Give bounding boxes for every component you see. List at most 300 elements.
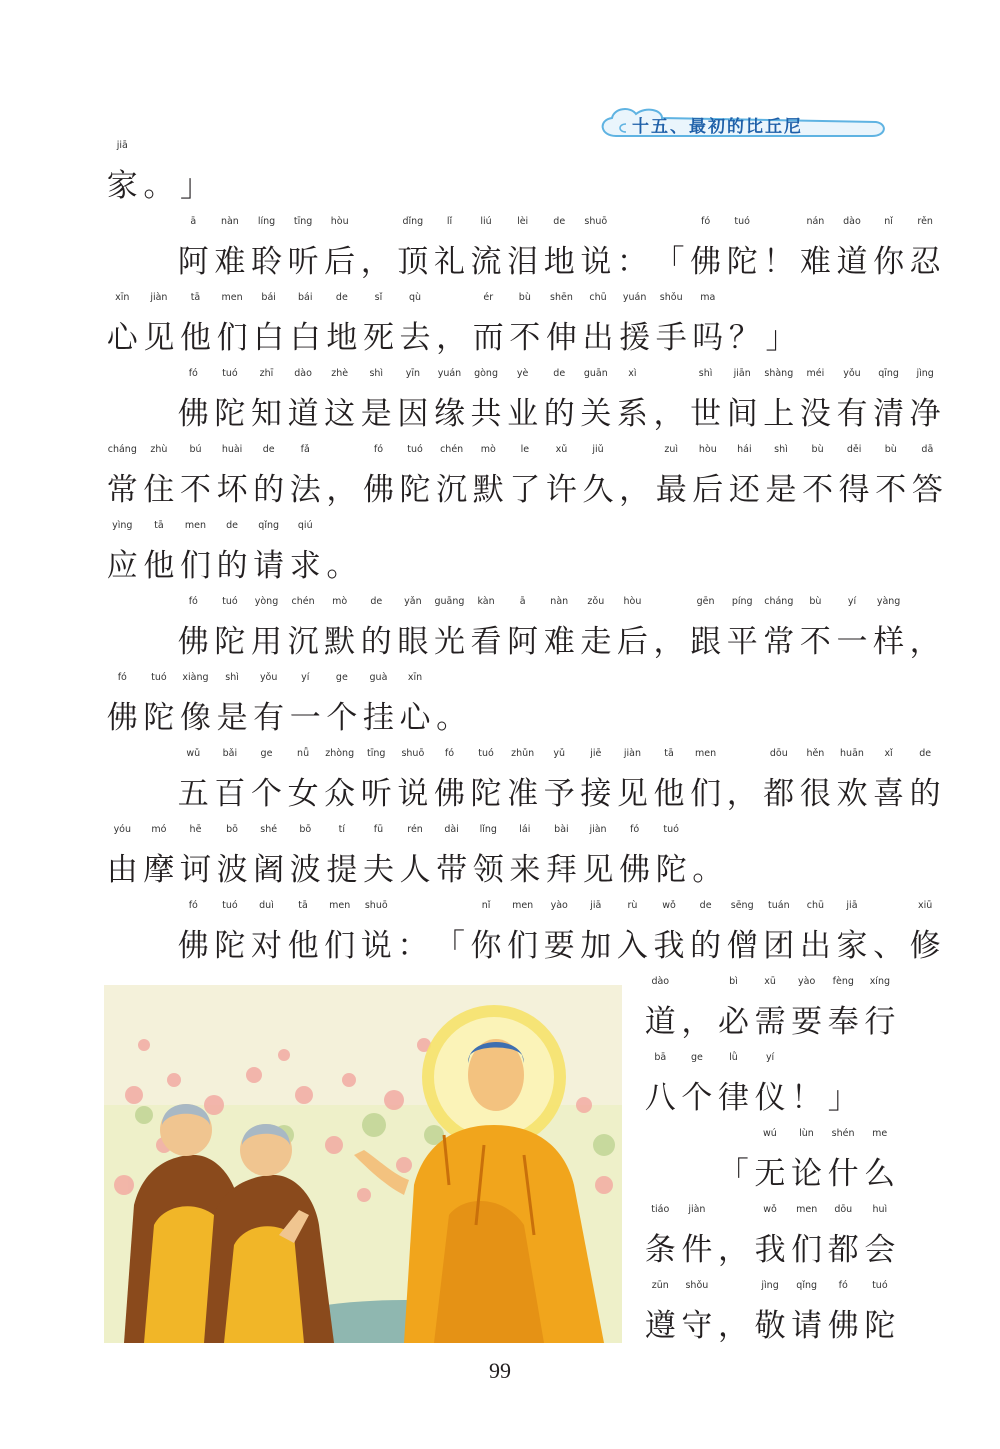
hanzi-character: 法 [289, 472, 321, 508]
ruby-character [687, 368, 724, 434]
pinyin-annotation: líng [257, 216, 276, 227]
hanzi-character: ！ [791, 1080, 823, 1116]
ruby-character [578, 900, 615, 966]
pinyin-annotation: fó [630, 824, 640, 835]
ruby-character [651, 900, 688, 966]
ruby-character [395, 926, 432, 966]
text-line [642, 1052, 862, 1118]
ruby-character [470, 292, 507, 358]
ruby-character [687, 748, 724, 814]
hanzi-character: 见 [143, 320, 175, 356]
ruby-character [504, 216, 541, 282]
pinyin-annotation: wǒ [763, 1204, 777, 1215]
ruby-character [285, 748, 322, 814]
text-line [175, 368, 943, 434]
hanzi-character: 波 [289, 852, 321, 888]
hanzi-character: 求 [289, 548, 321, 584]
hanzi-character: 都 [763, 776, 795, 812]
ruby-character [761, 368, 798, 434]
ruby-character [788, 1204, 825, 1270]
ruby-character [431, 216, 468, 282]
pinyin-annotation: ér [483, 292, 494, 303]
hanzi-character: 去 [399, 320, 431, 356]
ruby-character [834, 900, 871, 966]
hanzi-character: 间 [726, 396, 758, 432]
ruby-character [431, 368, 468, 434]
pinyin-annotation: rěn [917, 216, 933, 227]
ruby-character [870, 748, 907, 814]
ruby-character [433, 824, 470, 890]
hanzi-character: 的 [253, 472, 285, 508]
pinyin-annotation: de [699, 900, 712, 911]
hanzi-character: 地 [543, 244, 575, 280]
hanzi-character: 诃 [179, 852, 211, 888]
hanzi-character: 「 [717, 1156, 749, 1192]
ruby-character [358, 368, 395, 434]
ruby-character [653, 824, 690, 890]
ruby-character [543, 444, 580, 510]
hanzi-character: 顶 [397, 244, 429, 280]
text-line [175, 748, 943, 814]
ruby-character [175, 596, 212, 662]
page-number: 99 [489, 1358, 511, 1383]
text-line [642, 976, 898, 1042]
hanzi-character: 出 [582, 320, 614, 356]
chapter-title: 十五、最初的比丘尼 [632, 117, 803, 137]
ruby-character [177, 824, 214, 890]
ruby-character [679, 1280, 716, 1346]
hanzi-character: 八 [644, 1080, 676, 1116]
ruby-character [358, 596, 395, 662]
ruby-character [578, 748, 615, 814]
hanzi-character: 僧 [726, 928, 758, 964]
hanzi-character: 系 [616, 396, 648, 432]
pinyin-annotation: qiú [297, 520, 313, 531]
ruby-character [870, 368, 907, 434]
ruby-character [433, 318, 470, 358]
ruby-character [616, 824, 653, 890]
ruby-character [104, 292, 141, 358]
ruby-character [834, 596, 871, 662]
hanzi-character: 修 [909, 928, 941, 964]
hanzi-character: ： [397, 928, 429, 964]
pinyin-annotation: wǒ [662, 900, 676, 911]
ruby-character [752, 976, 789, 1042]
ruby-character [360, 444, 397, 510]
pinyin-annotation: men [184, 520, 207, 531]
ruby-character [324, 824, 361, 890]
ruby-character [212, 368, 249, 434]
hanzi-character: 们 [507, 928, 539, 964]
hanzi-character: ， [436, 320, 468, 356]
hanzi-character: 见 [582, 852, 614, 888]
pinyin-annotation: jiàn [623, 748, 641, 759]
hanzi-character: 心 [106, 320, 138, 356]
ruby-character [504, 900, 541, 966]
text-line [104, 140, 214, 206]
ruby-character [642, 1204, 679, 1270]
pinyin-annotation: rù [627, 900, 638, 911]
pinyin-annotation: bō [299, 824, 312, 835]
ruby-character [214, 672, 251, 738]
hanzi-character: 默 [472, 472, 504, 508]
hanzi-character: ， [360, 244, 392, 280]
pinyin-annotation: ā [190, 216, 197, 227]
ruby-character [679, 1002, 716, 1042]
ruby-character [907, 748, 944, 814]
ruby-character [651, 242, 688, 282]
hanzi-character: 眼 [397, 624, 429, 660]
text-line [104, 292, 799, 358]
hanzi-character: 。 [436, 700, 468, 736]
ruby-character [862, 1280, 899, 1346]
ruby-character [541, 596, 578, 662]
ruby-character [799, 444, 836, 510]
hanzi-character: 光 [433, 624, 465, 660]
pinyin-annotation: de [553, 216, 566, 227]
hanzi-character: 得 [838, 472, 870, 508]
pinyin-annotation: dōu [834, 1204, 853, 1215]
hanzi-character: 出 [799, 928, 831, 964]
pinyin-annotation: ge [260, 748, 273, 759]
pinyin-annotation: yuán [437, 368, 462, 379]
ruby-character [679, 1052, 716, 1118]
hanzi-character: 佛 [827, 1308, 859, 1344]
ruby-character [788, 1280, 825, 1346]
hanzi-character: 个 [250, 776, 282, 812]
pinyin-annotation: ge [335, 672, 348, 683]
ruby-character [431, 596, 468, 662]
ruby-character [872, 444, 909, 510]
pinyin-annotation: tuó [478, 748, 494, 759]
pinyin-annotation: hē [189, 824, 202, 835]
hanzi-character: 佛 [433, 776, 465, 812]
hanzi-character: 难 [799, 244, 831, 280]
ruby-character [797, 748, 834, 814]
pinyin-annotation: chén [291, 596, 315, 607]
ruby-character [724, 596, 761, 662]
ruby-character [431, 748, 468, 814]
ruby-character [470, 444, 507, 510]
ruby-character [104, 140, 141, 206]
pinyin-annotation: shǒu [659, 292, 683, 303]
hanzi-character: ， [619, 472, 651, 508]
pinyin-annotation: bā [654, 1052, 667, 1063]
ruby-character [360, 824, 397, 890]
buddha-illustration [104, 985, 622, 1343]
pinyin-annotation: nàn [550, 596, 569, 607]
ruby-character [287, 824, 324, 890]
pinyin-annotation: hòu [698, 444, 717, 455]
pinyin-annotation: tā [664, 748, 674, 759]
pinyin-annotation: méi [806, 368, 825, 379]
pinyin-annotation: jiǔ [592, 444, 604, 455]
pinyin-annotation: bú [189, 444, 202, 455]
hanzi-character: 」 [765, 320, 797, 356]
hanzi-character: 佛 [619, 852, 651, 888]
hanzi-character: 白 [289, 320, 321, 356]
ruby-character [397, 824, 434, 890]
ruby-character [175, 900, 212, 966]
ruby-character [907, 900, 944, 966]
ruby-character [616, 292, 653, 358]
pinyin-annotation: yǎn [404, 596, 422, 607]
ruby-character [468, 596, 505, 662]
hanzi-character: 拜 [545, 852, 577, 888]
ruby-character [177, 444, 214, 510]
ruby-character [541, 216, 578, 282]
ruby-character [761, 900, 798, 966]
ruby-character [861, 1128, 898, 1194]
pinyin-annotation: fó [188, 900, 198, 911]
pinyin-annotation: ge [690, 1052, 703, 1063]
pinyin-annotation: sēng [730, 900, 754, 911]
ruby-character [642, 1052, 679, 1118]
pinyin-annotation: yào [798, 976, 816, 987]
pinyin-annotation: bù [809, 596, 822, 607]
hanzi-character: 这 [324, 396, 356, 432]
hanzi-character: ？ [728, 320, 760, 356]
pinyin-annotation: le [520, 444, 530, 455]
hanzi-character: 看 [470, 624, 502, 660]
pinyin-annotation: lǐng [479, 824, 497, 835]
hanzi-character: 要 [791, 1004, 823, 1040]
ruby-character [580, 824, 617, 890]
hanzi-character: 佛 [177, 928, 209, 964]
hanzi-character: 不 [799, 624, 831, 660]
hanzi-character: 什 [827, 1156, 859, 1192]
pinyin-annotation: shì [774, 444, 788, 455]
ruby-character [324, 470, 361, 510]
pinyin-annotation: lǐ [446, 216, 453, 227]
ruby-character [324, 672, 361, 738]
hanzi-character: 坏 [216, 472, 248, 508]
pinyin-annotation: tuó [734, 216, 750, 227]
ruby-character [433, 444, 470, 510]
hanzi-character: 阇 [253, 852, 285, 888]
ruby-character [141, 520, 178, 586]
hanzi-character: 因 [397, 396, 429, 432]
pinyin-annotation: dào [294, 368, 312, 379]
ruby-character [797, 368, 834, 434]
hanzi-character: 的 [909, 776, 941, 812]
ruby-character [504, 596, 541, 662]
ruby-character [177, 292, 214, 358]
ruby-character [321, 596, 358, 662]
ruby-character [468, 368, 505, 434]
hanzi-character: 么 [864, 1156, 896, 1192]
hanzi-character: ， [717, 1308, 749, 1344]
ruby-character [212, 900, 249, 966]
pinyin-annotation: xǐ [884, 748, 893, 759]
hanzi-character: 不 [179, 472, 211, 508]
hanzi-character: 听 [360, 776, 392, 812]
hanzi-character: 来 [509, 852, 541, 888]
ruby-character [321, 900, 358, 966]
ruby-character [141, 292, 178, 358]
pinyin-annotation: jìng [916, 368, 934, 379]
hanzi-character: 难 [214, 244, 246, 280]
hanzi-character: 要 [543, 928, 575, 964]
ruby-character [761, 748, 798, 814]
ruby-character [504, 748, 541, 814]
ruby-character [690, 850, 727, 890]
hanzi-character: 喜 [873, 776, 905, 812]
hanzi-character: 是 [360, 396, 392, 432]
ruby-character [726, 444, 763, 510]
hanzi-character: 缘 [433, 396, 465, 432]
hanzi-character: 仪 [754, 1080, 786, 1116]
hanzi-character: 没 [799, 396, 831, 432]
hanzi-character: 他 [287, 928, 319, 964]
pinyin-annotation: xì [628, 368, 637, 379]
pinyin-annotation: xū [764, 976, 776, 987]
ruby-character [177, 520, 214, 586]
pinyin-annotation: zhī [259, 368, 274, 379]
pinyin-annotation: de [553, 368, 566, 379]
hanzi-character: 陀 [214, 396, 246, 432]
pinyin-annotation: děi [846, 444, 862, 455]
ruby-character [715, 1154, 752, 1194]
ruby-character [870, 596, 907, 662]
pinyin-annotation: dā [921, 444, 934, 455]
ruby-character [250, 520, 287, 586]
pinyin-annotation: yǔ [553, 748, 566, 759]
pinyin-annotation: yìng [112, 520, 133, 531]
pinyin-annotation: yīn [405, 368, 420, 379]
ruby-character [653, 444, 690, 510]
hanzi-character: 的 [543, 396, 575, 432]
ruby-character [788, 1078, 825, 1118]
ruby-character [468, 748, 505, 814]
pinyin-annotation: shì [698, 368, 713, 379]
pinyin-annotation: bái [261, 292, 276, 303]
ruby-character [825, 1078, 862, 1118]
hanzi-character: 忍 [909, 244, 941, 280]
ruby-character [614, 368, 651, 434]
hanzi-character: 律 [717, 1080, 749, 1116]
pinyin-annotation: shì [369, 368, 384, 379]
text-line [175, 900, 943, 966]
ruby-character [285, 216, 322, 282]
hanzi-character: 佛 [177, 624, 209, 660]
hanzi-character: ， [326, 472, 358, 508]
pinyin-annotation: yǒu [843, 368, 861, 379]
ruby-character [214, 520, 251, 586]
pinyin-annotation: mó [151, 824, 167, 835]
pinyin-annotation: xíng [869, 976, 891, 987]
hanzi-character: 挂 [362, 700, 394, 736]
pinyin-annotation: sǐ [374, 292, 383, 303]
pinyin-annotation: xiàng [182, 672, 209, 683]
ruby-character [285, 596, 322, 662]
ruby-character [724, 368, 761, 434]
hanzi-character: 常 [763, 624, 795, 660]
pinyin-annotation: bù [811, 444, 824, 455]
ruby-character [797, 216, 834, 282]
hanzi-character: 你 [470, 928, 502, 964]
ruby-character [687, 596, 724, 662]
ruby-character [614, 242, 651, 282]
ruby-character [248, 368, 285, 434]
pinyin-annotation: cháng [107, 444, 137, 455]
hanzi-character: 最 [655, 472, 687, 508]
pinyin-annotation: dōu [769, 748, 788, 759]
hanzi-character: ， [681, 1004, 713, 1040]
ruby-character [214, 292, 251, 358]
text-line [175, 596, 943, 662]
text-line [104, 444, 946, 510]
hanzi-character: 带 [436, 852, 468, 888]
pinyin-annotation: qǐng [796, 1280, 818, 1291]
ruby-character [761, 242, 798, 282]
ruby-character [653, 292, 690, 358]
ruby-character [870, 216, 907, 282]
pinyin-annotation: dào [843, 216, 861, 227]
ruby-character [862, 976, 899, 1042]
ruby-character [541, 368, 578, 434]
pinyin-annotation: zhòng [325, 748, 355, 759]
hanzi-character: 奉 [827, 1004, 859, 1040]
pinyin-annotation: fó [117, 672, 127, 683]
pinyin-annotation: fó [373, 444, 384, 455]
pinyin-annotation: xǔ [555, 444, 568, 455]
hanzi-character: 应 [106, 548, 138, 584]
pinyin-annotation: bì [729, 976, 738, 987]
hanzi-character: 需 [754, 1004, 786, 1040]
pinyin-annotation: men [695, 748, 717, 759]
pinyin-annotation: guà [369, 672, 388, 683]
pinyin-annotation: nán [806, 216, 825, 227]
ruby-character [614, 748, 651, 814]
pinyin-annotation: tuó [222, 900, 238, 911]
pinyin-annotation: shuō [584, 216, 608, 227]
hanzi-character: 「 [653, 244, 685, 280]
pinyin-annotation: tā [298, 900, 308, 911]
chapter-header [596, 102, 886, 148]
pinyin-annotation: qīng [878, 368, 899, 379]
ruby-character [651, 394, 688, 434]
hanzi-character: 我 [653, 928, 685, 964]
hanzi-character: 请 [253, 548, 285, 584]
pinyin-annotation: fǎ [300, 444, 310, 455]
pinyin-annotation: tuó [663, 824, 679, 835]
hanzi-character: 净 [909, 396, 941, 432]
pinyin-annotation: shé [260, 824, 278, 835]
pinyin-annotation: jìng [761, 1280, 779, 1291]
pinyin-annotation: wǔ [186, 748, 201, 759]
ruby-character [321, 368, 358, 434]
pinyin-annotation: fó [701, 216, 711, 227]
hanzi-character: 请 [791, 1308, 823, 1344]
pinyin-annotation: xiū [918, 900, 933, 911]
ruby-character [690, 292, 727, 358]
pinyin-annotation: shàng [764, 368, 794, 379]
hanzi-character: ！ [763, 244, 795, 280]
ruby-character [578, 216, 615, 282]
ruby-character [104, 520, 141, 586]
pinyin-annotation: jiàn [150, 292, 168, 303]
hanzi-character: 行 [864, 1004, 896, 1040]
hanzi-character: 还 [728, 472, 760, 508]
pinyin-annotation: fó [188, 596, 198, 607]
pinyin-annotation: huài [221, 444, 243, 455]
hanzi-character: ， [726, 776, 758, 812]
hanzi-character: 们 [690, 776, 722, 812]
ruby-character [679, 1204, 716, 1270]
hanzi-character: 们 [179, 548, 211, 584]
pinyin-annotation: fū [373, 824, 384, 835]
